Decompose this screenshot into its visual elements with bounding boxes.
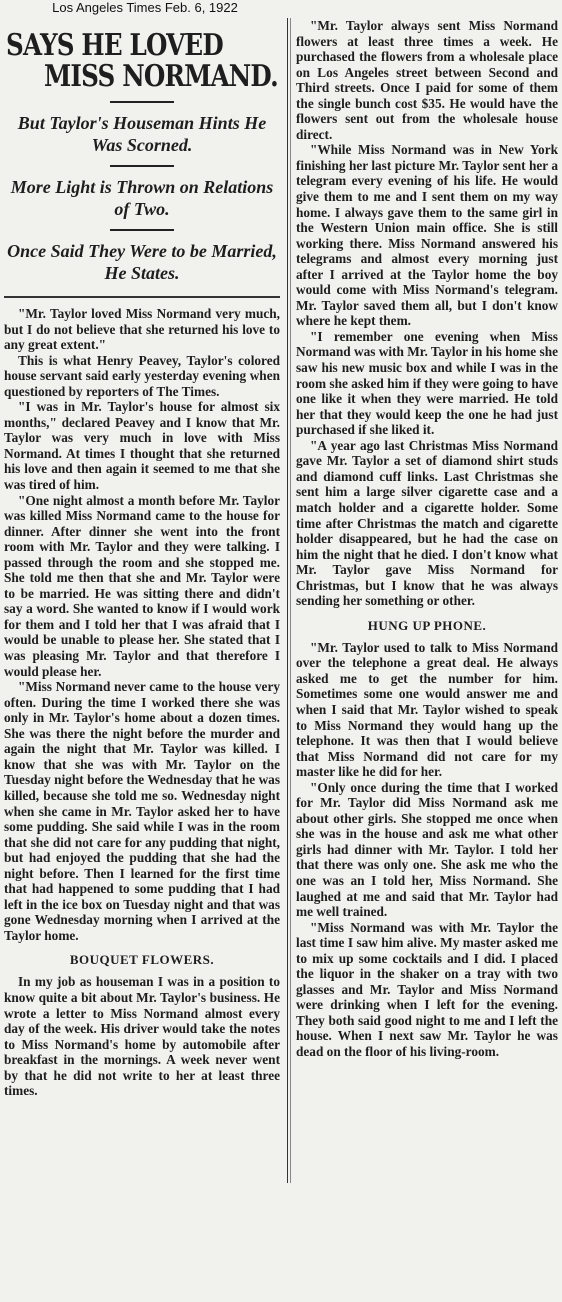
paragraph: "I remember one evening when Miss Normand was with Mr. Taylor in his home she saw his new music box and while I was in the room she asked him if they were going to have one like it when they were married. He told her that they would keep the one he had just purchased if she liked it. bbox=[296, 328, 558, 438]
paragraph: "Mr. Taylor loved Miss Normand very much, but I do not believe that she returned his love to any great extent." bbox=[4, 306, 280, 353]
paragraph: "Mr. Taylor used to talk to Miss Normand over the telephone a great deal. He always asked me to get the number for him. Sometimes some one would answer me and when I said that Mr. Taylor wished to speak to Miss Normand they would hang up the telephone. It was then that I would believe that Miss Normand did not care for my master like he did for her. bbox=[296, 639, 558, 780]
divider bbox=[110, 229, 174, 231]
article-left-column bbox=[4, 18, 280, 1302]
paragraph: "Miss Normand never came to the house very often. During the time I worked there she was only in Mr. Taylor's home about a dozen times. She was there the night before the murder and again the night that Mr. Taylor was killed. I know that she was with Mr. Taylor on the Tuesday night before the Wednesday that he was killed, because she told me so. Wednesday night when she came in Mr. Taylor asked her to have some pudding. She said while I was in the room that she did not care for any pudding that night, but had enjoyed the pudding that she had the night before. Then I learned for the first time that had happened to some pudding that I had left in the ice box on Tuesday night and that was gone Wednesday morning when I arrived at the Taylor home. bbox=[4, 679, 280, 943]
paragraph: "One night almost a month before Mr. Taylor was killed Miss Normand came to the house for dinner. After dinner she went into the front room with Mr. Taylor and they were talking. I passed through the room and she stopped me. She told me then that she and Mr. Taylor were to be married. He was sitting there and didn't say a word. She wanted to know if I would work for them and I told her that I was afraid that I would be unable to please her. She stated that I was pleasing Mr. Taylor and that therefore I would please her. bbox=[4, 492, 280, 679]
subhead-hung-up-phone: HUNG UP PHONE. bbox=[367, 617, 487, 633]
paragraph: "I was in Mr. Taylor's house for almost six months," declared Peavey and I know that Mr. Taylor was very much in love with Miss Normand. At times I thought that she returned his love and then again it seemed to me that she was tired of him. bbox=[4, 399, 280, 493]
paragraph: "Miss Normand was with Mr. Taylor the last time I saw him alive. My master asked me to mix up some cocktails and I did. I placed the liquor in the shaker on a tray with two glasses and Mr. Taylor and Miss Normand were drinking when I left for the evening. They both said good night to me and I left the house. When I next saw Mr. Taylor he was dead on the floor of his living-room. bbox=[296, 919, 558, 1059]
headline-line-2: MISS NORMAND. bbox=[44, 59, 278, 94]
clipping-caption: Los Angeles Times Feb. 6, 1922 bbox=[52, 0, 238, 15]
paragraph: In my job as houseman I was in a position to know quite a bit about Mr. Taylor's business. He wrote a letter to Miss Normand almost every day of the week. His driver would take the notes to Miss Normand's home by automobile after breakfast in the mornings. A week never went by that he did not write to her at least three times. bbox=[4, 974, 280, 1099]
column-rule-inner bbox=[290, 18, 291, 1183]
column-rule bbox=[287, 18, 288, 1183]
deck-3: Once Said They Were to be Married, He States. bbox=[7, 241, 277, 283]
headline-line-1: SAYS HE LOVED bbox=[6, 28, 223, 63]
paragraph: "Only once during the time that I worked for Mr. Taylor did Miss Normand ask me about other girls. She stopped me once when she was in the house and ask me what other girls had dinner with Mr. Taylor. I told her that there was only one. She ask me who the one was an I told her, Miss Normand. She laughed at me and said that Mr. Taylor had me well trained. bbox=[296, 779, 558, 920]
paragraph: "While Miss Normand was in New York finishing her last picture Mr. Taylor sent her a telegram every evening of his life. He would give them to me and I sent them on my way home. I always gave them to the same girl in the Western Union main office. She is still working there. Miss Normand answered his telegrams and almost every morning just after I arrived at the Taylor home the boy would come with Miss Normand's telegram. Mr. Taylor saved them all, but I don't know where he kept them. bbox=[296, 142, 558, 329]
divider bbox=[110, 101, 174, 103]
divider bbox=[110, 165, 174, 167]
paragraph: This is what Henry Peavey, Taylor's colored house servant said early yesterday evening when questioned by reporters of The Times. bbox=[4, 352, 280, 399]
subhead-bouquet-flowers: BOUQUET FLOWERS. bbox=[69, 952, 215, 968]
section-divider bbox=[4, 296, 280, 298]
deck-1: But Taylor's Houseman Hints He Was Scorned. bbox=[17, 113, 267, 155]
article-right-column bbox=[296, 18, 558, 1190]
paragraph: "Mr. Taylor always sent Miss Normand flowers at least three times a week. He purchased the flowers from a wholesale place on Los Angeles street between Second and Third streets. Once I paid for some of them the single bunch cost $35. He would have the flowers sent out from the wholesale house direct. bbox=[296, 18, 558, 142]
paragraph: "A year ago last Christmas Miss Normand gave Mr. Taylor a set of diamond shirt studs and diamond cuff links. Last Christmas she sent him a large silver cigarette case and a match holder and a cigarette holder. Some time after Christmas the match and cigarette holder disappeared, but he had the case on him the night that he died. I don't know what Mr. Taylor gave Miss Normand for Christmas, but I know that he was always sending her something or other. bbox=[296, 437, 558, 609]
deck-2: More Light is Thrown on Relations of Two. bbox=[10, 177, 274, 219]
